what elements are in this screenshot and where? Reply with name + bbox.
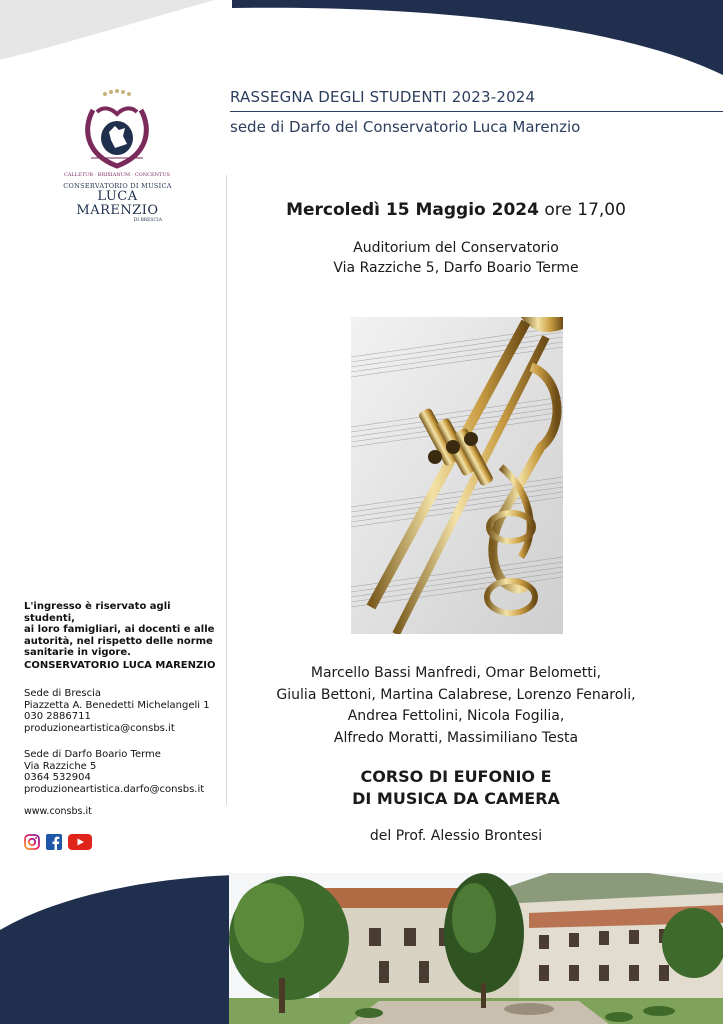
brescia-address: Piazzetta A. Benedetti Michelangeli 1 [24,699,210,711]
instagram-icon[interactable] [24,834,40,850]
notice-line: L'ingresso è riservato agli studenti, [24,601,171,624]
entry-notice [24,601,219,659]
svg-text:CALLETUR · BRIXIANUM · CONCENT: CALLETUR · BRIXIANUM · CONCENTUS [64,172,170,178]
brescia-phone: 030 2886711 [24,711,91,722]
social-links [24,834,92,850]
performers-list [233,663,679,749]
series-title: RASSEGNA DEGLI STUDENTI 2023-2024 [230,88,536,106]
professor: del Prof. Alessio Brontesi [369,828,543,844]
course-line1: CORSO DI EUFONIO E [360,767,552,786]
darfo-heading: Sede di Darfo Boario Terme [24,749,161,760]
vertical-divider [226,175,227,805]
youtube-icon[interactable] [68,834,92,850]
event-datetime [233,200,679,220]
top-swoosh [0,0,723,90]
brescia-contact [24,688,210,734]
performers-line: Andrea Fettolini, Nicola Fogilia, [347,708,565,724]
website-link[interactable]: www.consbs.it [24,806,92,817]
event-time: ore 17,00 [544,200,626,220]
facebook-icon[interactable] [46,834,62,850]
course-line2: DI MUSICA DA CAMERA [352,789,560,808]
darfo-address: Via Razziche 5 [24,760,97,772]
trumpet-photo [351,317,563,634]
bottom-swoosh [0,870,235,1024]
header-divider [230,111,723,112]
conservatory-name: CONSERVATORIO LUCA MARENZIO [24,660,216,671]
performers-line: Giulia Bettoni, Martina Calabrese, Lorenzo Fenaroli, [276,686,636,703]
logo-line3: DI BRESCIA [133,218,162,223]
lyre-crest-icon [55,88,180,180]
logo-line1: CONSERVATORIO DI MUSICA [63,182,172,190]
darfo-phone: 0364 532904 [24,772,91,783]
notice-line: sanitarie in vigore. [24,647,131,658]
brescia-email[interactable]: produzioneartistica@consbs.it [24,722,175,734]
performers-line: Alfredo Moratti, Massimiliano Testa [333,729,579,746]
course-title [233,766,679,810]
notice-line: autorità, nel rispetto delle norme [24,635,213,647]
conservatory-building-photo [229,873,723,1024]
venue-line2: Via Razziche 5, Darfo Boario Terme [333,260,579,276]
darfo-contact [24,749,204,795]
performers-line: Marcello Bassi Manfredi, Omar Belometti, [310,665,602,681]
notice-line: ai loro famigliari, ai docenti e alle [24,624,215,635]
darfo-email[interactable]: produzioneartistica.darfo@consbs.it [24,783,205,795]
venue-line1: Auditorium del Conservatorio [353,240,559,256]
logo-line2: LUCA MARENZIO [76,189,159,218]
event-date: Mercoledì 15 Maggio 2024 [286,200,539,220]
event-venue [233,238,679,278]
conservatory-logo [55,88,180,223]
brescia-heading: Sede di Brescia [24,688,102,699]
series-subtitle: sede di Darfo del Conservatorio Luca Marenzio [230,118,581,136]
